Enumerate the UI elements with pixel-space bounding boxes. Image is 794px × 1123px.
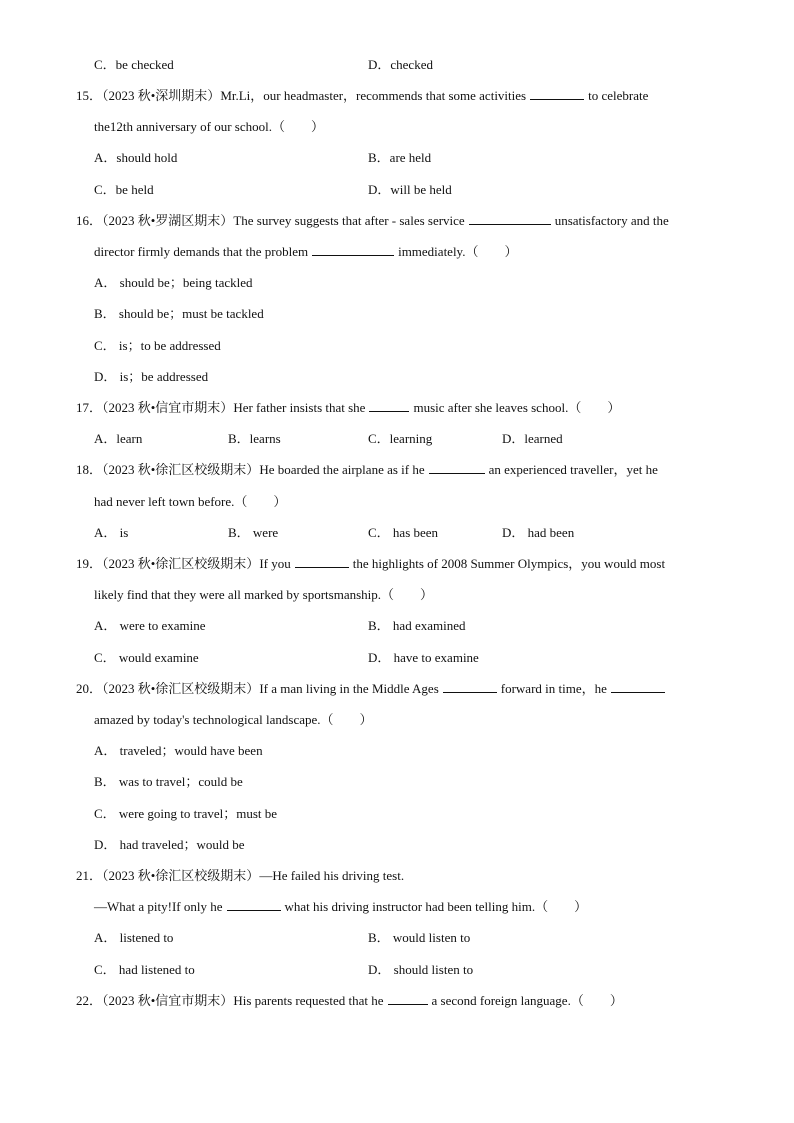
q18-option-c: C． has been [368, 525, 439, 540]
q17-option-c: C．learning [368, 431, 433, 446]
q15-blank [530, 86, 584, 100]
q16-option-b: B． should be；must be tackled [94, 306, 264, 321]
q20-blank-1 [443, 679, 497, 693]
q17-option-a: A．learn [94, 431, 143, 446]
q15-stem-line2: the12th anniversary of our school.（ ） [94, 119, 324, 134]
q17-blank [369, 398, 409, 412]
q16-text-line2a: director firmly demands that the problem [94, 244, 309, 259]
q22-blank [388, 991, 428, 1005]
q19-option-a: A． were to examine [94, 618, 206, 633]
q15-text-part1: Mr.Li，our headmaster，recommends that some activities [220, 88, 527, 103]
q22-text-part1: His parents requested that he [233, 993, 384, 1008]
q18-option-d: D． had been [502, 525, 575, 540]
q21-option-c: C． had listened to [94, 962, 195, 977]
q16-option-d: D． is；be addressed [94, 369, 209, 384]
q21-blank [227, 897, 281, 911]
q21-stem-line2 [94, 897, 718, 917]
q18-blank [429, 460, 485, 474]
q16-stem-line1 [76, 211, 718, 231]
q20-stem-line1 [76, 679, 718, 699]
q21-text-line2a: —What a pity!If only he [94, 899, 223, 914]
q22-number-source: 22．（2023 秋•信宜市期末） [76, 993, 234, 1008]
q14-option-d: D．checked [368, 57, 433, 72]
q19-option-d: D． have to examine [368, 650, 479, 665]
q19-text-part2: the highlights of 2008 Summer Olympics，you would most [352, 556, 666, 571]
q22-stem-line1 [76, 991, 718, 1011]
q20-option-d: D． had traveled；would be [94, 837, 245, 852]
q19-blank [295, 554, 349, 568]
q19-stem-line2: likely find that they were all marked by sportsmanship.（ ） [94, 587, 434, 602]
q21-option-b: B． would listen to [368, 930, 471, 945]
q16-option-c: C． is；to be addressed [94, 338, 221, 353]
q15-number-source: 15．（2023 秋•深圳期末） [76, 88, 221, 103]
q17-stem-line1 [76, 398, 718, 418]
q20-option-b: B． was to travel；could be [94, 774, 243, 789]
q19-option-b: B． had examined [368, 618, 466, 633]
q15-option-b: B．are held [368, 150, 432, 165]
q17-option-b: B．learns [228, 431, 281, 446]
q20-option-a: A． traveled；would have been [94, 743, 263, 758]
q18-stem-line2: had never left town before.（ ） [94, 494, 287, 509]
q20-option-c: C． were going to travel；must be [94, 806, 278, 821]
q18-option-b: B． were [228, 525, 279, 540]
q15-text-part2: to celebrate [588, 88, 649, 103]
q22-text-part2: a second foreign language.（ ） [431, 993, 623, 1008]
q21-stem-line1 [76, 866, 718, 886]
q16-blank-2 [312, 242, 394, 256]
q15-option-a: A．should hold [94, 150, 178, 165]
q21-text-part1: —He failed his driving test. [259, 868, 405, 883]
q16-number-source: 16．（2023 秋•罗湖区期末） [76, 213, 234, 228]
q15-option-d: D．will be held [368, 182, 452, 197]
q16-text-line2b: immediately.（ ） [398, 244, 518, 259]
q20-text-part2: forward in time，he [500, 681, 607, 696]
q16-stem-line2 [94, 242, 718, 262]
q19-number-source: 19．（2023 秋•徐汇区校级期末） [76, 556, 260, 571]
q14-option-c: C．be checked [94, 57, 174, 72]
q17-number-source: 17．（2023 秋•信宜市期末） [76, 400, 234, 415]
q17-option-d: D．learned [502, 431, 563, 446]
q21-text-line2b: what his driving instructor had been telling him.（ ） [284, 899, 588, 914]
q15-option-c: C．be held [94, 182, 154, 197]
q18-number-source: 18．（2023 秋•徐汇区校级期末） [76, 462, 260, 477]
q15-stem-line1 [76, 86, 718, 106]
q19-stem-line1 [76, 554, 718, 574]
q17-text-part1: Her father insists that she [233, 400, 366, 415]
q16-text-part2: unsatisfactory and the [554, 213, 669, 228]
q18-text-part1: He boarded the airplane as if he [259, 462, 425, 477]
q18-stem-line1 [76, 460, 718, 480]
q19-text-part1: If you [259, 556, 291, 571]
q19-option-c: C． would examine [94, 650, 199, 665]
q17-text-part2: music after she leaves school.（ ） [413, 400, 621, 415]
q16-option-a: A． should be；being tackled [94, 275, 253, 290]
q20-blank-2 [611, 679, 665, 693]
q18-option-a: A． is [94, 525, 129, 540]
q20-stem-line2: amazed by today's technological landscape.（ ） [94, 712, 373, 727]
q21-number-source: 21．（2023 秋•徐汇区校级期末） [76, 868, 260, 883]
q16-blank-1 [469, 211, 551, 225]
q20-text-part1: If a man living in the Middle Ages [259, 681, 439, 696]
q20-number-source: 20．（2023 秋•徐汇区校级期末） [76, 681, 260, 696]
q16-text-part1: The survey suggests that after - sales service [233, 213, 465, 228]
q18-text-part2: an experienced traveller，yet he [488, 462, 658, 477]
q21-option-d: D． should listen to [368, 962, 474, 977]
q21-option-a: A． listened to [94, 930, 174, 945]
